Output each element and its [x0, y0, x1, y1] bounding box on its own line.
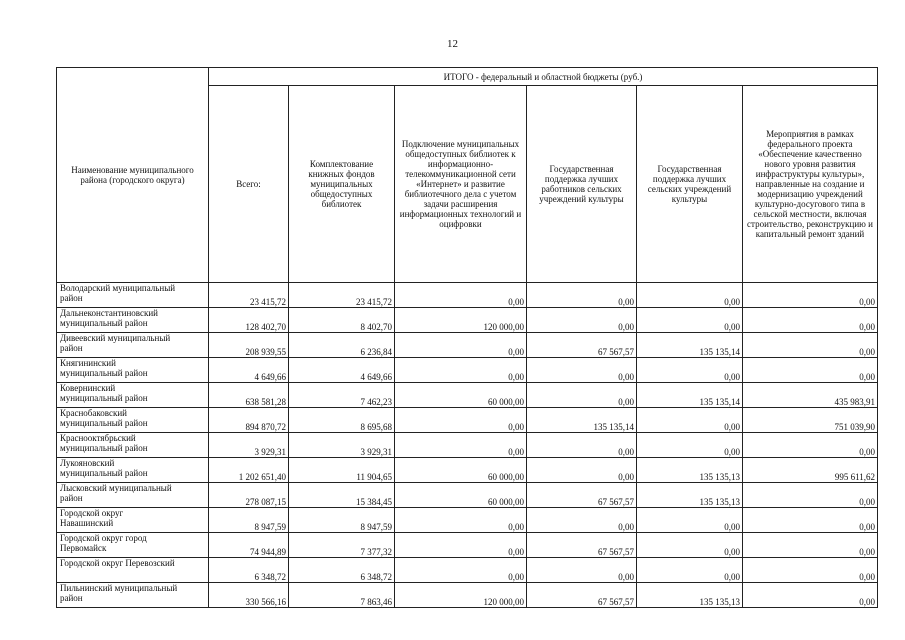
value-cell: 23 415,72: [289, 283, 395, 308]
value-cell: 0,00: [527, 358, 637, 383]
value-cell: 0,00: [637, 308, 743, 333]
table-row: [57, 508, 878, 533]
district-name-cell: Княгининский муниципальный район: [57, 358, 209, 383]
value-cell: 894 870,72: [209, 408, 289, 433]
district-name-cell: Володарский муниципальный район: [57, 283, 209, 308]
value-cell: 60 000,00: [395, 458, 527, 483]
value-cell: 15 384,45: [289, 483, 395, 508]
header-internet-connection: Подключение муниципальных общедоступных библиотек к информационно-телекоммуникационной сети «Интернет» и развитие библиотечного дела с учетом задачи расширения информационных технологий и оцифровки: [395, 86, 527, 283]
value-cell: 60 000,00: [395, 383, 527, 408]
value-cell: 60 000,00: [395, 483, 527, 508]
district-name-cell: Краснооктябрьский муниципальный район: [57, 433, 209, 458]
table-row: [57, 358, 878, 383]
value-cell: 11 904,65: [289, 458, 395, 483]
value-cell: 0,00: [743, 583, 878, 608]
value-cell: 330 566,16: [209, 583, 289, 608]
value-cell: 120 000,00: [395, 308, 527, 333]
value-cell: 7 377,32: [289, 533, 395, 558]
value-cell: 0,00: [395, 408, 527, 433]
value-cell: 135 135,14: [637, 333, 743, 358]
value-cell: 0,00: [527, 283, 637, 308]
value-cell: 7 863,46: [289, 583, 395, 608]
value-cell: 0,00: [395, 508, 527, 533]
value-cell: 0,00: [743, 358, 878, 383]
value-cell: 0,00: [527, 308, 637, 333]
value-cell: 0,00: [527, 433, 637, 458]
district-name-cell: Дивеевский муниципальный район: [57, 333, 209, 358]
value-cell: 0,00: [637, 508, 743, 533]
value-cell: 638 581,28: [209, 383, 289, 408]
value-cell: 135 135,13: [637, 583, 743, 608]
value-cell: 0,00: [527, 508, 637, 533]
value-cell: 0,00: [743, 483, 878, 508]
value-cell: 0,00: [637, 283, 743, 308]
table-row: [57, 308, 878, 333]
value-cell: 0,00: [527, 558, 637, 583]
header-book-funds: Комплектование книжных фондов муниципальных общедоступных библиотек: [289, 86, 395, 283]
header-name-column: Наименование муниципального района (городского округа): [57, 68, 209, 283]
value-cell: 8 947,59: [209, 508, 289, 533]
value-cell: 8 947,59: [289, 508, 395, 533]
value-cell: 6 348,72: [209, 558, 289, 583]
value-cell: 0,00: [395, 283, 527, 308]
value-cell: 0,00: [743, 558, 878, 583]
table-row: [57, 383, 878, 408]
value-cell: 0,00: [637, 558, 743, 583]
value-cell: 3 929,31: [209, 433, 289, 458]
value-cell: 995 611,62: [743, 458, 878, 483]
value-cell: 8 402,70: [289, 308, 395, 333]
value-cell: 0,00: [637, 433, 743, 458]
table-row: [57, 483, 878, 508]
value-cell: 23 415,72: [209, 283, 289, 308]
value-cell: 208 939,55: [209, 333, 289, 358]
value-cell: 67 567,57: [527, 533, 637, 558]
table-row: [57, 433, 878, 458]
value-cell: 0,00: [527, 458, 637, 483]
header-support-workers: Государственная поддержка лучших работников сельских учреждений культуры: [527, 86, 637, 283]
value-cell: 0,00: [527, 383, 637, 408]
value-cell: 7 462,23: [289, 383, 395, 408]
table-row: [57, 408, 878, 433]
value-cell: 67 567,57: [527, 333, 637, 358]
value-cell: 0,00: [637, 358, 743, 383]
value-cell: 67 567,57: [527, 483, 637, 508]
value-cell: 8 695,68: [289, 408, 395, 433]
value-cell: 135 135,13: [637, 483, 743, 508]
value-cell: 120 000,00: [395, 583, 527, 608]
value-cell: 751 039,90: [743, 408, 878, 433]
value-cell: 135 135,14: [527, 408, 637, 433]
value-cell: 0,00: [743, 533, 878, 558]
value-cell: 0,00: [395, 558, 527, 583]
table-row: [57, 558, 878, 583]
value-cell: 0,00: [395, 533, 527, 558]
table-row: [57, 583, 878, 608]
value-cell: 6 348,72: [289, 558, 395, 583]
value-cell: 0,00: [395, 433, 527, 458]
value-cell: 4 649,66: [289, 358, 395, 383]
value-cell: 6 236,84: [289, 333, 395, 358]
district-name-cell: Городской округ город Первомайск: [57, 533, 209, 558]
table-row: [57, 533, 878, 558]
table-row: [57, 458, 878, 483]
value-cell: 0,00: [395, 333, 527, 358]
value-cell: 0,00: [637, 408, 743, 433]
value-cell: 0,00: [743, 283, 878, 308]
table-body: [57, 283, 878, 608]
value-cell: 1 202 651,40: [209, 458, 289, 483]
value-cell: 435 983,91: [743, 383, 878, 408]
budget-table: [56, 67, 878, 608]
value-cell: 0,00: [743, 333, 878, 358]
value-cell: 3 929,31: [289, 433, 395, 458]
district-name-cell: Ковернинский муниципальный район: [57, 383, 209, 408]
value-cell: 74 944,89: [209, 533, 289, 558]
table-row: [57, 283, 878, 308]
value-cell: 135 135,13: [637, 458, 743, 483]
value-cell: 278 087,15: [209, 483, 289, 508]
table-row: [57, 333, 878, 358]
district-name-cell: Краснобаковский муниципальный район: [57, 408, 209, 433]
district-name-cell: Городской округ Перевозский: [57, 558, 209, 583]
district-name-cell: Пильнинский муниципальный район: [57, 583, 209, 608]
district-name-cell: Лукояновский муниципальный район: [57, 458, 209, 483]
header-support-institutions: Государственная поддержка лучших сельских учреждений культуры: [637, 86, 743, 283]
value-cell: 67 567,57: [527, 583, 637, 608]
value-cell: 128 402,70: [209, 308, 289, 333]
value-cell: 0,00: [743, 433, 878, 458]
value-cell: 0,00: [743, 308, 878, 333]
page-number: 12: [447, 38, 458, 50]
value-cell: 0,00: [743, 508, 878, 533]
header-total: Всего:: [209, 86, 289, 283]
district-name-cell: Дальнеконстантиновский муниципальный район: [57, 308, 209, 333]
value-cell: 4 649,66: [209, 358, 289, 383]
value-cell: 0,00: [395, 358, 527, 383]
value-cell: 0,00: [637, 533, 743, 558]
district-name-cell: Лысковский муниципальный район: [57, 483, 209, 508]
header-group-title: ИТОГО - федеральный и областной бюджеты (руб.): [209, 68, 878, 86]
value-cell: 135 135,14: [637, 383, 743, 408]
header-federal-project: Мероприятия в рамках федерального проекта «Обеспечение качественно нового уровня развития инфраструктуры культуры», направленные на создание и модернизацию учреждений культурно-досугового типа в сельской местности, включая строительство, реконструкцию и капитальный ремонт зданий: [743, 86, 878, 283]
district-name-cell: Городской округ Навашинский: [57, 508, 209, 533]
